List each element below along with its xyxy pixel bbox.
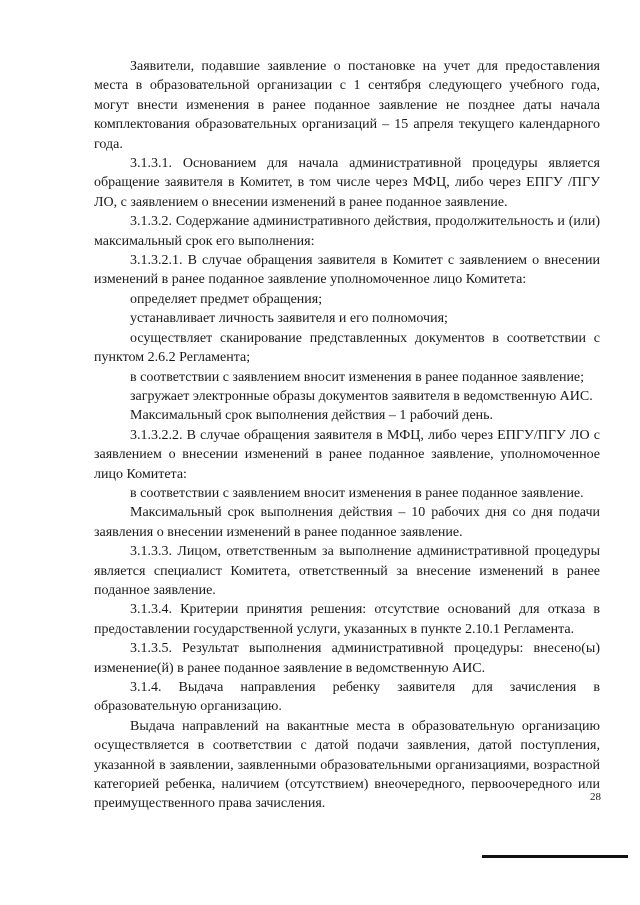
paragraph-3-1-3-5: 3.1.3.5. Результат выполнения административной процедуры: внесено(ы) изменение(й) в ранее поданное заявление в ведомственную АИС. bbox=[94, 641, 600, 676]
list-item-make-changes-mfc: в соответствии с заявлением вносит изменения в ранее поданное заявление. bbox=[130, 485, 584, 501]
paragraph-3-1-4: 3.1.4. Выдача направления ребенку заявителя для зачисления в образовательную организацию. bbox=[94, 680, 600, 715]
paragraph-3-1-3-1: 3.1.3.1. Основанием для начала административной процедуры является обращение заявителя в Комитет, в том числе через МФЦ, либо через ЕПГУ /ПГУ ЛО, с заявлением о внесении изменений в ранее поданное заявление. bbox=[94, 156, 600, 210]
page-number: 28 bbox=[590, 791, 601, 803]
paragraph-applicants-deadline: Заявители, подавшие заявление о постановке на учет для предоставления места в образовательной организации с 1 сентября следующего учебного года, могут внести изменения в ранее поданное заявление не позднее даты начала комплектования образовательных организаций – 15 апреля текущего календарного года. bbox=[94, 59, 600, 152]
bottom-rule-line bbox=[482, 855, 628, 858]
paragraph-3-1-3-2-2: 3.1.3.2.2. В случае обращения заявителя в МФЦ, либо через ЕПГУ/ПГУ ЛО с заявлением о внесении изменений в ранее поданное заявление, уполномоченное лицо Комитета: bbox=[94, 427, 600, 482]
list-item-identify-applicant: устанавливает личность заявителя и его полномочия; bbox=[130, 311, 448, 327]
paragraph-issuance-of-referrals: Выдача направлений на вакантные места в образовательную организацию осуществляется в соответствии с датой подачи заявления, датой поступления, указанной в заявлении, заявленными образовательными организациями, возрастной категорией ребенка, наличием (отсутствием) внеочередного, первоочередного или преимущественного права зачисления. bbox=[94, 718, 600, 812]
document-body bbox=[94, 57, 600, 814]
paragraph-3-1-3-3: 3.1.3.3. Лицом, ответственным за выполнение административной процедуры является специалист Комитета, ответственный за внесение изменений в ранее поданное заявление. bbox=[94, 544, 600, 598]
list-item-scan-documents: осуществляет сканирование представленных документов в соответствии с пунктом 2.6.2 Регламента; bbox=[94, 330, 600, 366]
list-item-determine-subject: определяет предмет обращения; bbox=[130, 291, 323, 307]
paragraph-3-1-3-2: 3.1.3.2. Содержание административного действия, продолжительность и (или) максимальный срок его выполнения: bbox=[94, 214, 600, 249]
list-item-make-changes: в соответствии с заявлением вносит изменения в ранее поданное заявление; bbox=[130, 369, 585, 385]
paragraph-3-1-3-2-1: 3.1.3.2.1. В случае обращения заявителя в Комитет с заявлением о внесении изменений в ранее поданное заявление уполномоченное лицо Комитета: bbox=[94, 253, 600, 288]
paragraph-max-term-1-day: Максимальный срок выполнения действия – 1 рабочий день. bbox=[130, 408, 494, 424]
paragraph-max-term-10-days: Максимальный срок выполнения действия – 10 рабочих дня со дня подачи заявления о внесении изменений в ранее поданное заявление. bbox=[94, 505, 600, 540]
paragraph-3-1-3-4: 3.1.3.4. Критерии принятия решения: отсутствие оснований для отказа в предоставлении государственной услуги, указанных в пункте 2.10.1 Регламента. bbox=[94, 602, 600, 637]
list-item-upload-images: загружает электронные образы документов заявителя в ведомственную АИС. bbox=[130, 388, 593, 404]
